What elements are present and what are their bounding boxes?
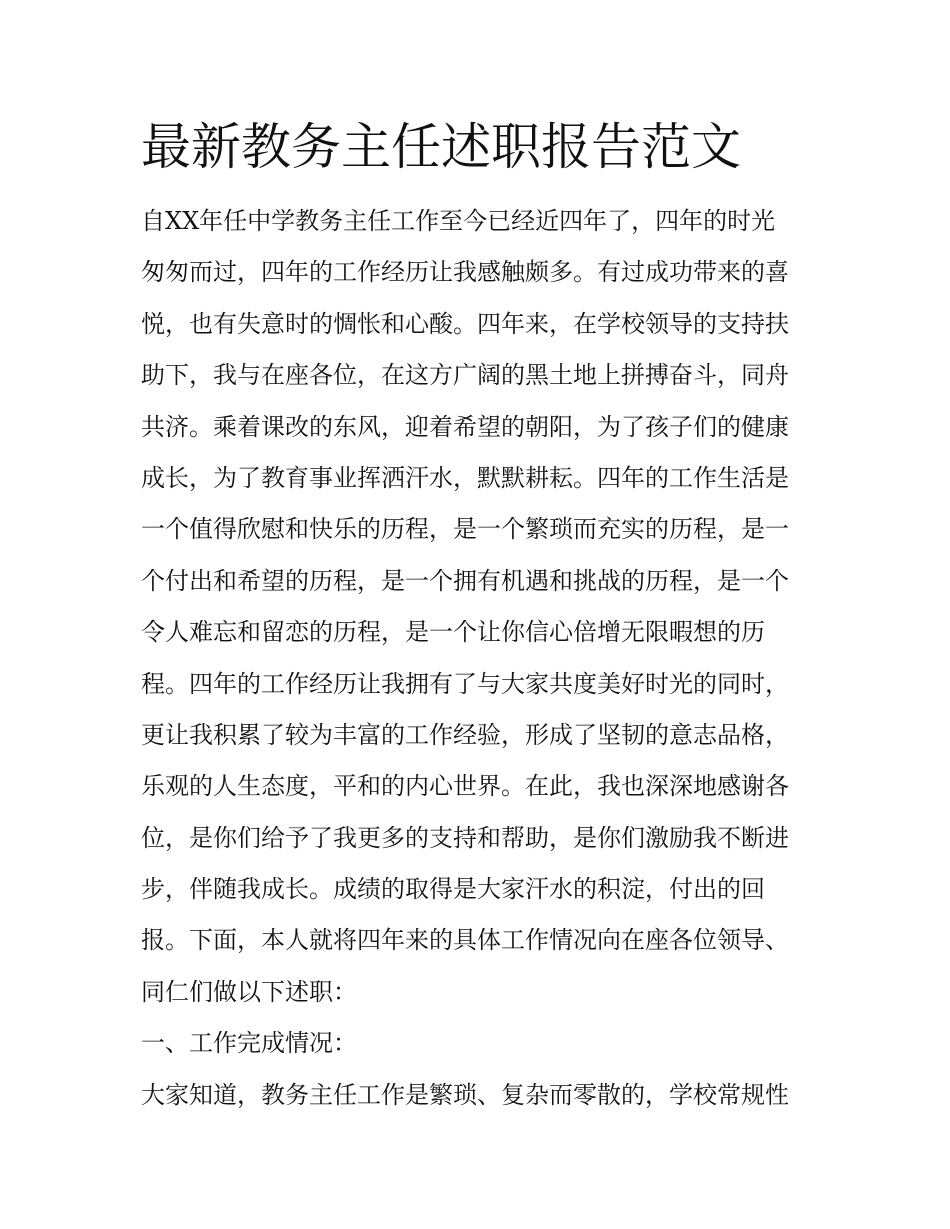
text-line: 悦，也有失意时的惆怅和心酸。四年来，在学校领导的支持扶 xyxy=(141,309,789,338)
text-line: 大家知道，教务主任工作是繁琐、复杂而零散的，学校常规性 xyxy=(141,1080,789,1109)
document-title: 最新教务主任述职报告范文 xyxy=(141,118,741,176)
text-line: 同仁们做以下述职： xyxy=(141,977,357,1006)
text-line: 报。下面，本人就将四年来的具体工作情况向在座各位领导、 xyxy=(141,926,789,955)
text-line: 个付出和希望的历程，是一个拥有机遇和挑战的历程，是一个 xyxy=(141,566,789,595)
text-line: 程。四年的工作经历让我拥有了与大家共度美好时光的同时， xyxy=(141,669,789,698)
section-heading: 一、工作完成情况： xyxy=(141,1029,357,1058)
text-line: 助下，我与在座各位，在这方广阔的黑土地上拼搏奋斗，同舟 xyxy=(141,361,789,390)
text-line: 乐观的人生态度，平和的内心世界。在此，我也深深地感谢各 xyxy=(141,772,789,801)
text-line: 成长，为了教育事业挥洒汗水，默默耕耘。四年的工作生活是 xyxy=(141,463,789,492)
text-line: 一个值得欣慰和快乐的历程，是一个繁琐而充实的历程，是一 xyxy=(141,515,789,544)
text-line: 位，是你们给予了我更多的支持和帮助，是你们激励我不断进 xyxy=(141,823,789,852)
text-line: 自XX年任中学教务主任工作至今已经近四年了，四年的时光 xyxy=(141,207,776,235)
text-line: 令人难忘和留恋的历程，是一个让你信心倍增无限暇想的历 xyxy=(141,618,765,647)
document-body xyxy=(141,196,813,1121)
text-line: 共济。乘着课改的东风，迎着希望的朝阳，为了孩子们的健康 xyxy=(141,412,789,441)
text-line: 更让我积累了较为丰富的工作经验，形成了坚韧的意志品格， xyxy=(141,720,789,749)
text-line: 步，伴随我成长。成绩的取得是大家汗水的积淀，付出的回 xyxy=(141,875,765,904)
text-line: 匆匆而过，四年的工作经历让我感触颇多。有过成功带来的喜 xyxy=(141,258,789,287)
